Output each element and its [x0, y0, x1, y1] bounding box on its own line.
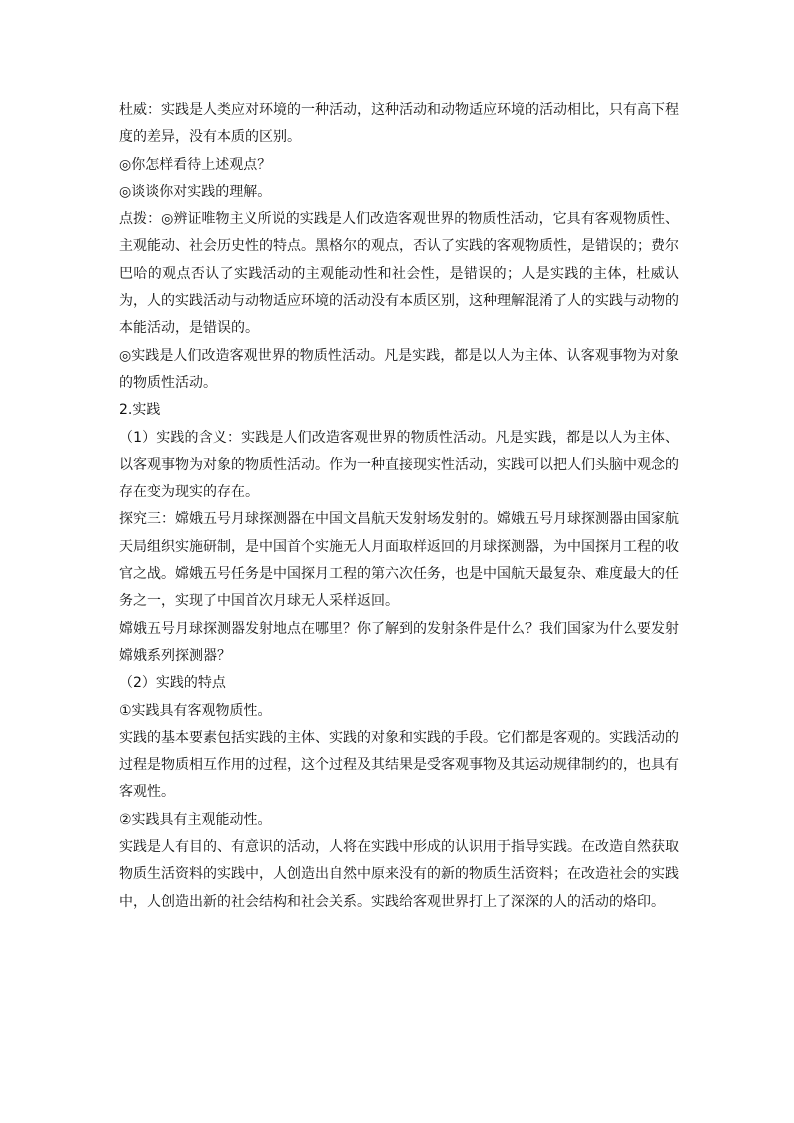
paragraph-chang-e-questions: 嫦娥五号月球探测器发射地点在哪里？你了解到的发射条件是什么？我们国家为什么要发射嫦娥系列探测器？	[119, 620, 679, 664]
paragraph-practice-summary: ◎实践是人们改造客观世界的物质性活动。凡是实践，都是以人为主体、认客观事物为对象的物质性活动。	[119, 347, 679, 391]
subheading-practice-features: （2）实践的特点	[119, 675, 226, 692]
feature-subjective-initiative: ②实践具有主观能动性。	[119, 811, 272, 828]
paragraph-objective-materiality: 实践的基本要素包括实践的主体、实践的对象和实践的手段。它们都是客观的。实践活动的过程是物质相互作用的过程，这个过程及其结果是受客观事物及其运动规律制约的，也具有客观性。	[119, 729, 679, 801]
question-view-opinion: ◎你怎样看待上述观点？	[119, 156, 272, 173]
section-heading-practice: 2.实践	[119, 402, 161, 419]
paragraph-dewey-view: 杜威：实践是人类应对环境的一种活动，这种活动和动物适应环境的活动相比，只有高下程度的差异，没有本质的区别。	[119, 102, 679, 146]
paragraph-hint: 点拨：◎辨证唯物主义所说的实践是人们改造客观世界的物质性活动，它具有客观物质性、主观能动、社会历史性的特点。黑格尔的观点，否认了实践的客观物质性，是错误的；费尔巴哈的观点否认了实践活动的主观能动性和社会性，是错误的；人是实践的主体，杜威认为，人的实践活动与动物适应环境的活动没有本质区别，这种理解混淆了人的实践与动物的本能活动，是错误的。	[119, 211, 679, 337]
feature-objective-materiality: ①实践具有客观物质性。	[119, 702, 272, 719]
paragraph-explore-three: 探究三：嫦娥五号月球探测器在中国文昌航天发射场发射的。嫦娥五号月球探测器由国家航天局组织实施研制，是中国首个实施无人月面取样返回的月球探测器，为中国探月工程的收官之战。嫦娥五号任务是中国探月工程的第六次任务，也是中国航天最复杂、难度最大的任务之一，实现了中国首次月球无人采样返回。	[119, 511, 679, 610]
paragraph-subjective-initiative: 实践是人有目的、有意识的活动，人将在实践中形成的认识用于指导实践。在改造自然获取物质生活资料的实践中，人创造出自然中原来没有的新的物质生活资料；在改造社会的实践中，人创造出新的社会结构和社会关系。实践给客观世界打上了深深的人的活动的烙印。	[119, 839, 679, 910]
document-page	[119, 97, 679, 916]
question-understand-practice: ◎谈谈你对实践的理解。	[119, 183, 272, 200]
paragraph-practice-meaning: （1）实践的含义：实践是人们改造客观世界的物质性活动。凡是实践，都是以人为主体、以客观事物为对象的物质性活动。作为一种直接现实性活动，实践可以把人们头脑中观念的存在变为现实的存在。	[119, 429, 679, 501]
